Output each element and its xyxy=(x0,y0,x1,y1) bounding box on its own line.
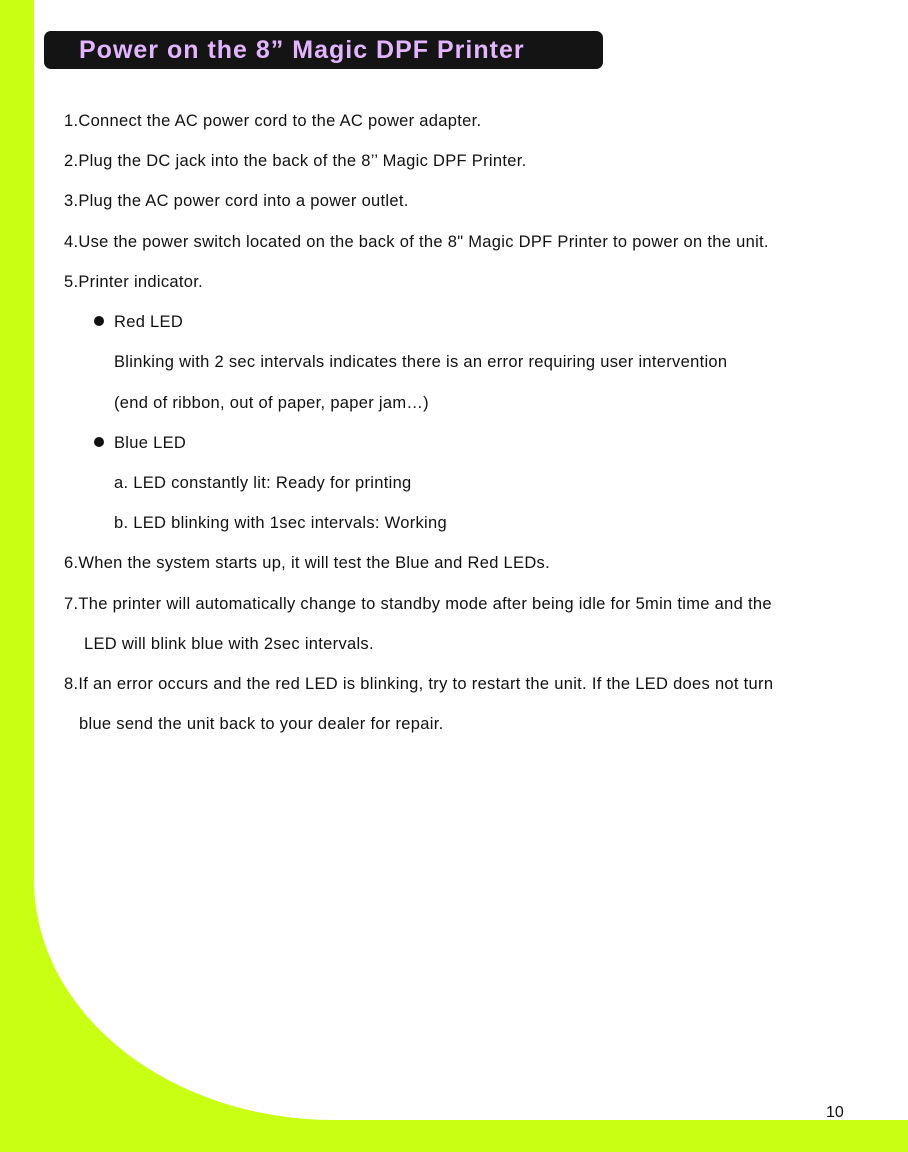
step-7: 7.The printer will automatically change to standby mode after being idle for 5min time and the xyxy=(64,595,772,613)
bullet-blue-led xyxy=(94,437,104,447)
red-led-description-cont: (end of ribbon, out of paper, paper jam…) xyxy=(114,394,429,412)
step-5: 5.Printer indicator. xyxy=(64,273,203,291)
step-6: 6.When the system starts up, it will test the Blue and Red LEDs. xyxy=(64,554,550,572)
red-led-label: Red LED xyxy=(114,313,184,331)
step-8: 8.If an error occurs and the red LED is blinking, try to restart the unit. If the LED does not turn xyxy=(64,675,774,693)
blue-led-label: Blue LED xyxy=(114,434,187,452)
step-3: 3.Plug the AC power cord into a power outlet. xyxy=(64,192,409,210)
red-led-description: Blinking with 2 sec intervals indicates there is an error requiring user intervention xyxy=(114,353,728,371)
step-2: 2.Plug the DC jack into the back of the 8’’ Magic DPF Printer. xyxy=(64,152,527,170)
blue-led-blinking: b. LED blinking with 1sec intervals: Working xyxy=(114,514,447,532)
blue-led-lit: a. LED constantly lit: Ready for printing xyxy=(114,474,412,492)
page-title: Power on the 8” Magic DPF Printer xyxy=(79,35,525,64)
step-4: 4.Use the power switch located on the back of the 8" Magic DPF Printer to power on the unit. xyxy=(64,233,769,251)
page-number: 10 xyxy=(826,1104,844,1121)
step-1: 1.Connect the AC power cord to the AC power adapter. xyxy=(64,112,482,130)
section-title-bar xyxy=(44,31,603,69)
bullet-red-led xyxy=(94,316,104,326)
step-7-cont: LED will blink blue with 2sec intervals. xyxy=(84,635,374,653)
step-8-cont: blue send the unit back to your dealer for repair. xyxy=(79,715,444,733)
